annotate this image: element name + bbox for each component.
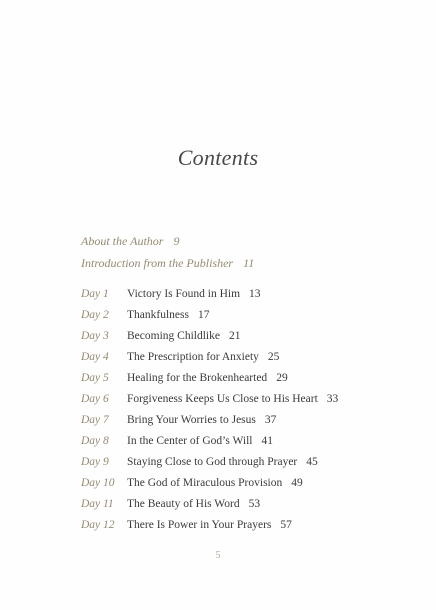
day-number: Day 6 <box>81 393 109 405</box>
entry-page: 21 <box>228 330 241 342</box>
entry-page: 17 <box>197 309 210 321</box>
day-number: Day 12 <box>81 519 115 531</box>
entry-title: There Is Power in Your Prayers <box>127 519 272 531</box>
day-number: Day 3 <box>81 330 109 342</box>
entry-title: Staying Close to God through Prayer <box>127 456 298 468</box>
entry-page: 37 <box>264 414 277 426</box>
entry-title: In the Center of God’s Will <box>127 435 253 447</box>
front-matter-item[interactable] <box>81 256 254 271</box>
entry-page: 53 <box>248 498 261 510</box>
entry-title: Victory Is Found in Him <box>127 288 241 300</box>
front-matter-label: Introduction from the Publisher <box>81 256 234 270</box>
entry-title: The God of Miraculous Provision <box>127 477 283 489</box>
day-number: Day 2 <box>81 309 109 321</box>
entry-page: 49 <box>291 477 303 489</box>
entry-page: 29 <box>276 372 288 384</box>
entry-page: 45 <box>306 456 318 468</box>
entry-title: Becoming Childlike <box>127 330 220 342</box>
entry-title: Forgiveness Keeps Us Close to His Heart <box>127 393 318 405</box>
front-matter-item[interactable] <box>81 234 179 249</box>
entry-page: 41 <box>261 435 273 447</box>
entry-title: Thankfulness <box>127 309 189 321</box>
front-matter-page: 11 <box>243 256 255 270</box>
entry-page: 25 <box>267 351 280 363</box>
entry-page: 13 <box>249 288 261 300</box>
entry-page: 57 <box>280 519 292 531</box>
entry-title: Healing for the Brokenhearted <box>127 372 268 384</box>
day-number: Day 4 <box>81 351 109 363</box>
entry-title: Bring Your Worries to Jesus <box>127 414 256 426</box>
day-number: Day 8 <box>81 435 109 447</box>
day-number: Day 7 <box>81 414 109 426</box>
entry-page: 33 <box>326 393 339 405</box>
front-matter-page: 9 <box>173 234 180 248</box>
page-title: Contents <box>177 145 259 170</box>
front-matter-label: About the Author <box>81 234 164 248</box>
day-number: Day 1 <box>81 288 109 300</box>
entry-title: The Prescription for Anxiety <box>127 351 259 363</box>
page-number: 5 <box>215 550 221 561</box>
day-number: Day 5 <box>81 372 109 384</box>
day-number: Day 11 <box>81 498 114 510</box>
entry-title: The Beauty of His Word <box>127 498 240 510</box>
day-number: Day 9 <box>81 456 109 468</box>
day-number: Day 10 <box>81 477 115 489</box>
